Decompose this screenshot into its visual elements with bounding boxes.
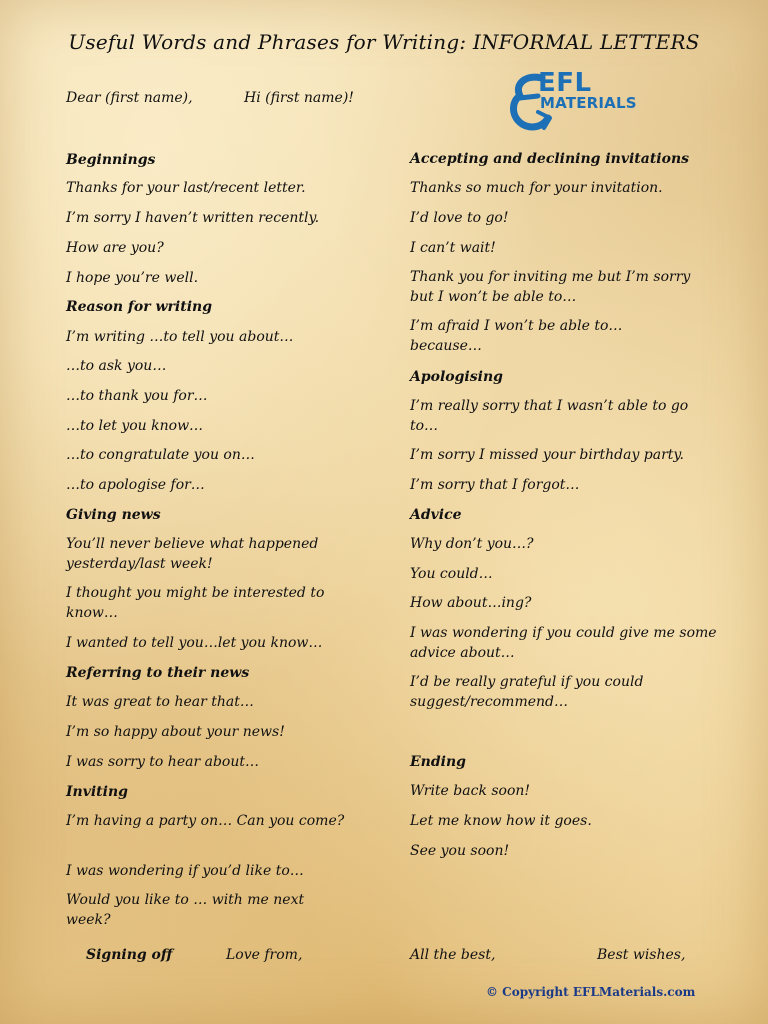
phrase-item: I’m really sorry that I wasn’t able to go to… (410, 398, 689, 434)
heading-reason-for-writing: Reason for writing (66, 299, 212, 315)
phrase-item: …to ask you… (66, 358, 167, 374)
phrase-item: …to apologise for… (66, 477, 205, 493)
heading-advice: Advice (410, 507, 462, 523)
phrase-item: I’d love to go! (410, 210, 509, 226)
phrase-item: Thanks for your last/recent letter. (66, 180, 306, 196)
page-title: Useful Words and Phrases for Writing: INFORMAL LETTERS (68, 30, 700, 54)
heading-referring-to-their-news: Referring to their news (66, 665, 250, 681)
phrase-item: Let me know how it goes. (410, 813, 592, 829)
phrase-item: You could… (410, 566, 493, 582)
signoff-option: Love from, (226, 947, 303, 963)
signoff-option: All the best, (410, 947, 496, 963)
greeting-dear: Dear (first name), (66, 90, 193, 106)
phrase-item: Would you like to … with me next week? (66, 892, 305, 928)
heading-giving-news: Giving news (66, 507, 161, 523)
phrase-item: I was wondering if you’d like to… (66, 863, 304, 879)
phrase-item: I’m having a party on… Can you come? (66, 813, 345, 829)
phrase-item: See you soon! (410, 843, 510, 859)
efl-materials-logo (508, 68, 648, 136)
phrase-item: How are you? (66, 240, 164, 256)
phrase-item: I hope you’re well. (66, 270, 199, 286)
phrase-item: Thank you for inviting me but I’m sorry but I won’t be able to… (410, 269, 691, 305)
phrase-item: I’m sorry that I forgot… (410, 477, 580, 493)
phrase-item: I was sorry to hear about… (66, 754, 259, 770)
phrase-item: You’ll never believe what happened yesterday/last week! (66, 536, 319, 572)
heading-beginnings: Beginnings (66, 152, 156, 168)
logo-materials-text: MATERIALS (540, 94, 637, 112)
logo-efl-text: EFL (538, 68, 592, 98)
phrase-item: I can’t wait! (410, 240, 496, 256)
heading-ending: Ending (410, 754, 466, 770)
phrase-item: I thought you might be interested to know… (66, 585, 325, 621)
phrase-item: I was wondering if you could give me some advice about… (410, 625, 717, 661)
heading-accepting-declining-invitations: Accepting and declining invitations (410, 151, 690, 167)
phrase-item: Write back soon! (410, 783, 531, 799)
phrase-item: …to thank you for… (66, 388, 208, 404)
phrase-item: …to let you know… (66, 418, 204, 434)
phrase-item: Why don’t you…? (410, 536, 534, 552)
phrase-item: I wanted to tell you…let you know… (66, 635, 323, 651)
heading-apologising: Apologising (410, 369, 503, 385)
phrase-item: How about…ing? (410, 595, 532, 611)
phrase-item: It was great to hear that… (66, 694, 254, 710)
phrase-item: I’d be really grateful if you could suggest/recommend… (410, 674, 644, 710)
phrase-item: I’m writing …to tell you about… (66, 329, 294, 345)
phrase-item: I’m sorry I haven’t written recently. (66, 210, 320, 226)
signoff-option: Best wishes, (597, 947, 686, 963)
heading-inviting: Inviting (66, 784, 128, 800)
copyright-notice: © Copyright EFLMaterials.com (486, 985, 696, 999)
greeting-hi: Hi (first name)! (244, 90, 354, 106)
phrase-item: …to congratulate you on… (66, 447, 255, 463)
phrase-item: I’m so happy about your news! (66, 724, 285, 740)
phrase-item: I’m sorry I missed your birthday party. (410, 447, 684, 463)
phrase-item: Thanks so much for your invitation. (410, 180, 663, 196)
heading-signing-off: Signing off (86, 947, 173, 963)
phrase-item: I’m afraid I won’t be able to… because… (410, 318, 623, 354)
